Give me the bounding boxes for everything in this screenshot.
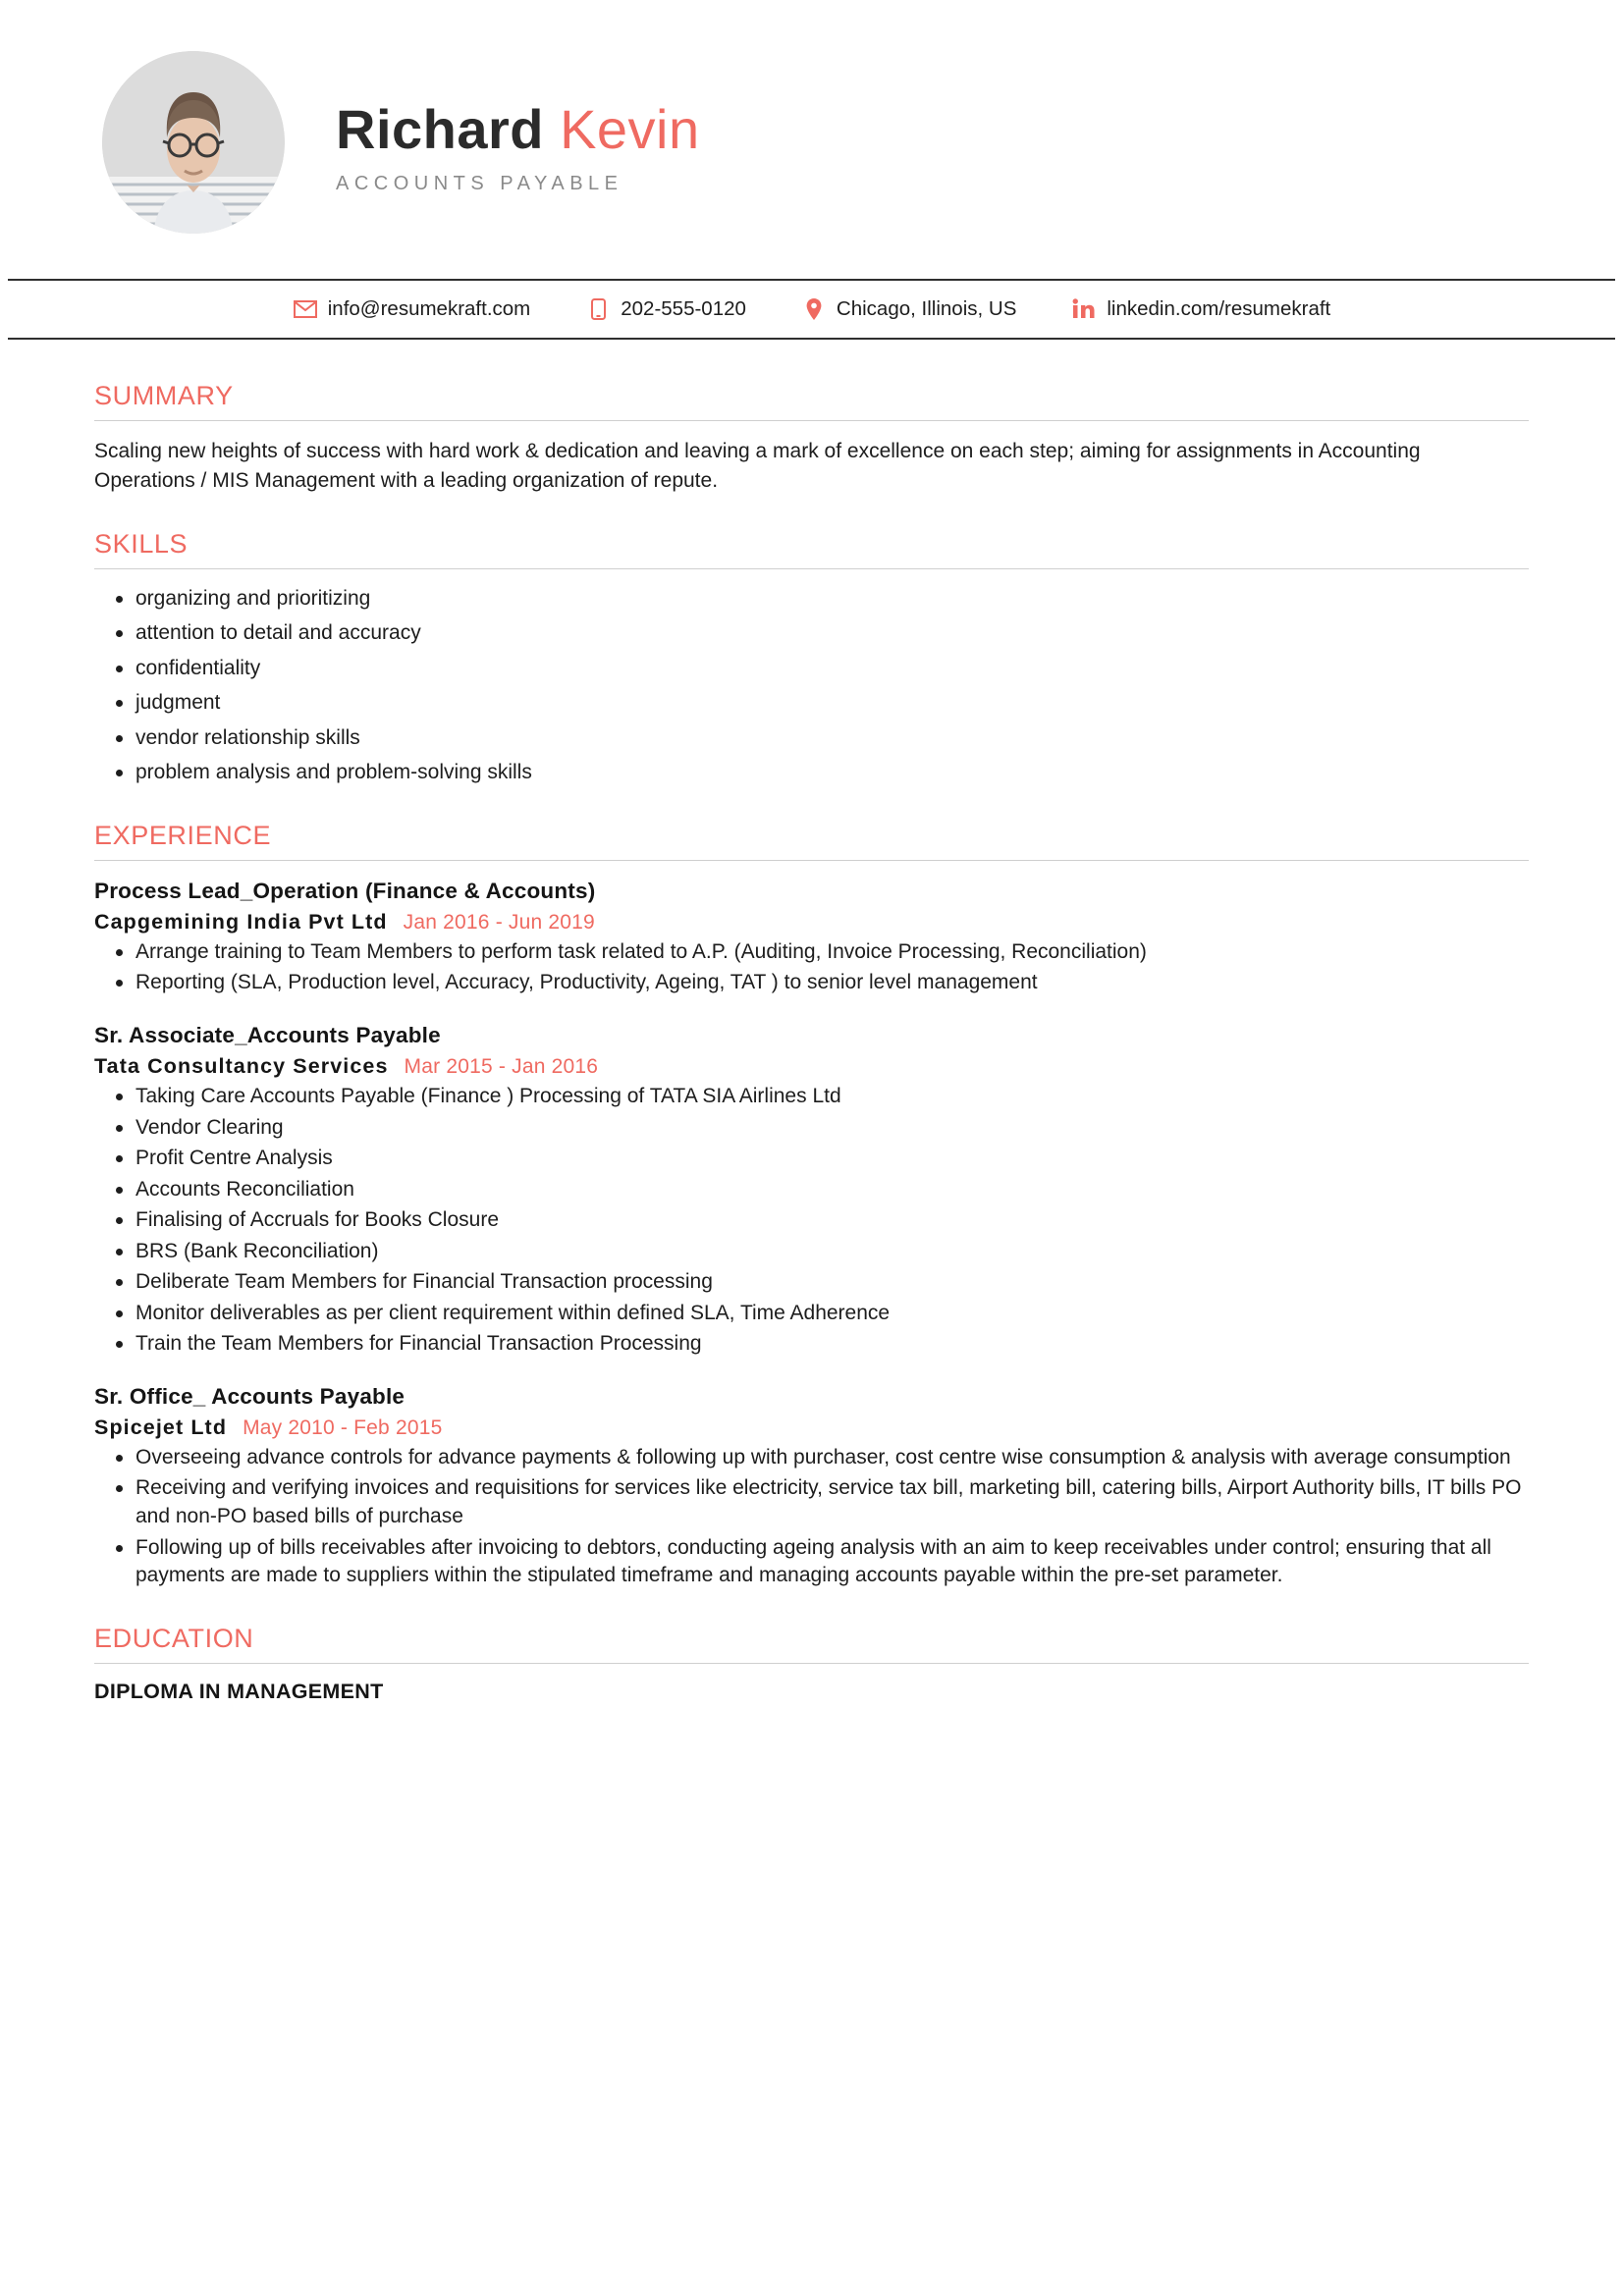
list-item: Profit Centre Analysis (94, 1145, 1529, 1173)
experience-section-title: EXPERIENCE (94, 821, 1529, 861)
contact-location-value: Chicago, Illinois, US (836, 297, 1017, 320)
name-block (336, 89, 700, 195)
section-summary (94, 381, 1529, 496)
location-pin-icon (801, 297, 827, 321)
section-experience (94, 821, 1529, 1590)
list-item: Reporting (SLA, Production level, Accuracy, Productivity, Ageing, TAT ) to senior level management (94, 969, 1529, 997)
job-bullets (94, 938, 1529, 997)
contact-email-value: info@resumekraft.com (327, 297, 531, 320)
contact-bar (0, 281, 1623, 338)
list-item: Vendor Clearing (94, 1114, 1529, 1143)
summary-section-title: SUMMARY (94, 381, 1529, 421)
job-bullets (94, 1083, 1529, 1359)
resume-body (0, 340, 1623, 1777)
phone-icon (585, 297, 611, 321)
job-dates: Jan 2016 - Jun 2019 (403, 910, 595, 934)
list-item: confidentiality (94, 655, 1529, 683)
list-item: Overseeing advance controls for advance payments & following up with purchaser, cost centre wise consumption & analysis with average consumption (94, 1444, 1529, 1472)
experience-entry (94, 1384, 1529, 1590)
contact-phone-value: 202-555-0120 (621, 297, 746, 320)
job-role: Process Lead_Operation (Finance & Accounts) (94, 878, 596, 903)
first-name: Richard (336, 98, 544, 161)
job-company-line (94, 1415, 1529, 1440)
list-item: Train the Team Members for Financial Transaction Processing (94, 1330, 1529, 1359)
headline-job-title: ACCOUNTS PAYABLE (336, 172, 623, 194)
skills-list (94, 585, 1529, 787)
education-degree: DIPLOMA IN MANAGEMENT (94, 1679, 384, 1703)
list-item: Deliberate Team Members for Financial Transaction processing (94, 1268, 1529, 1297)
contact-location[interactable] (801, 297, 1016, 321)
summary-text: Scaling new heights of success with hard work & dedication and leaving a mark of excellence on each step; aiming for assignments in Accounting Operations / MIS Management with a leading organization of repute. (94, 440, 1421, 492)
job-company-line (94, 1054, 1529, 1079)
list-item: Monitor deliverables as per client requirement within defined SLA, Time Adherence (94, 1300, 1529, 1328)
list-item: Taking Care Accounts Payable (Finance ) Processing of TATA SIA Airlines Ltd (94, 1083, 1529, 1111)
profile-photo (102, 51, 285, 234)
last-name: Kevin (560, 98, 700, 161)
section-education (94, 1624, 1529, 1704)
list-item: BRS (Bank Reconciliation) (94, 1238, 1529, 1266)
list-item: Finalising of Accruals for Books Closure (94, 1206, 1529, 1235)
experience-entry (94, 1023, 1529, 1359)
list-item: Receiving and verifying invoices and requisitions for services like electricity, service tax bill, marketing bill, catering bills, Airport Authority bills, IT bills PO and non-PO based bills of purchase (94, 1474, 1529, 1530)
contact-phone[interactable] (585, 297, 746, 321)
job-dates: May 2010 - Feb 2015 (243, 1415, 443, 1439)
list-item: Following up of bills receivables after invoicing to debtors, conducting ageing analysis with an aim to keep receivables under control; ensuring that all payments are made to suppliers within the stipulated timeframe and managing accounts payable within the pre-set parameter. (94, 1534, 1529, 1590)
job-role: Sr. Office_ Accounts Payable (94, 1383, 406, 1409)
resume-header (0, 0, 1623, 279)
list-item: organizing and prioritizing (94, 585, 1529, 614)
email-icon (293, 297, 318, 321)
education-section-title: EDUCATION (94, 1624, 1529, 1664)
list-item: judgment (94, 689, 1529, 718)
list-item: attention to detail and accuracy (94, 619, 1529, 648)
full-name (336, 98, 700, 161)
linkedin-icon (1071, 297, 1097, 321)
list-item: vendor relationship skills (94, 724, 1529, 753)
contact-linkedin-value: linkedin.com/resumekraft (1107, 297, 1331, 320)
job-role: Sr. Associate_Accounts Payable (94, 1023, 441, 1047)
list-item: Arrange training to Team Members to perform task related to A.P. (Auditing, Invoice Processing, Reconciliation) (94, 938, 1529, 967)
contact-linkedin[interactable] (1071, 297, 1330, 321)
job-company-line (94, 910, 1529, 934)
job-bullets (94, 1444, 1529, 1590)
job-dates: Mar 2015 - Jan 2016 (404, 1055, 599, 1078)
section-skills (94, 529, 1529, 787)
list-item: Accounts Reconciliation (94, 1176, 1529, 1204)
experience-entry (94, 879, 1529, 997)
skills-section-title: SKILLS (94, 529, 1529, 569)
contact-email[interactable] (293, 297, 531, 321)
job-company: Capgemining India Pvt Ltd (94, 909, 388, 934)
job-company: Spicejet Ltd (94, 1415, 228, 1439)
list-item: problem analysis and problem-solving skills (94, 759, 1529, 787)
job-company: Tata Consultancy Services (94, 1054, 389, 1078)
